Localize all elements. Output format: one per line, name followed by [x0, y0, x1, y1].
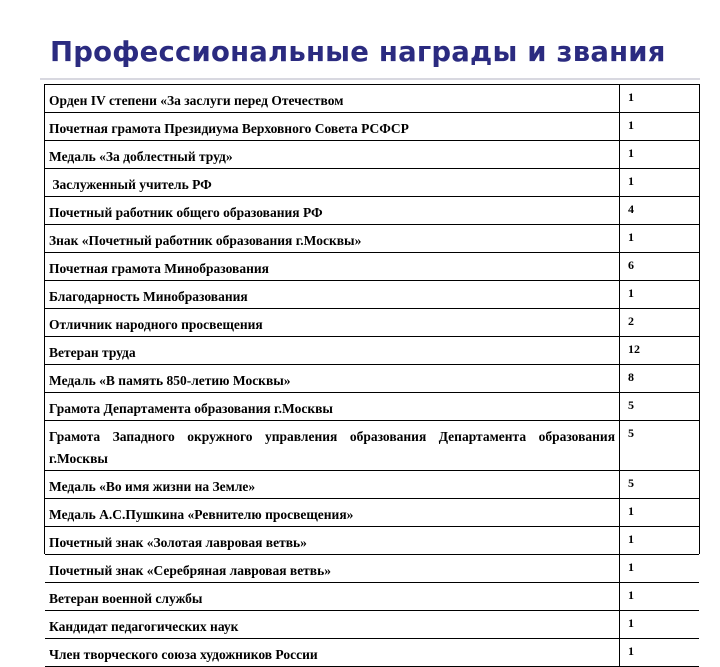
- award-name: Знак «Почетный работник образования г.Москвы»: [45, 225, 620, 253]
- table-row: [45, 197, 699, 225]
- table-row: [45, 113, 699, 141]
- award-count: 1: [620, 555, 700, 583]
- table-row: [45, 337, 699, 365]
- award-name: Почетный знак «Серебряная лавровая ветвь»: [45, 555, 620, 583]
- award-count: 2: [620, 309, 700, 337]
- slide-title: Профессиональные награды и звания: [50, 36, 666, 68]
- title-divider: [40, 78, 700, 80]
- award-count: 6: [620, 253, 700, 281]
- table-row: [45, 253, 699, 281]
- table-row: [45, 421, 699, 471]
- award-name: Ветеран военной службы: [45, 583, 620, 611]
- award-name: Медаль А.С.Пушкина «Ревнителю просвещения»: [45, 499, 620, 527]
- award-count: 1: [620, 499, 700, 527]
- award-count: 1: [620, 611, 700, 639]
- award-name: Член творческого союза художников России: [45, 639, 620, 667]
- table-row: [45, 527, 699, 555]
- award-count: 1: [620, 639, 700, 667]
- table-row: [45, 225, 699, 253]
- award-name: Ветеран труда: [45, 337, 620, 365]
- award-name: Почетный работник общего образования РФ: [45, 197, 620, 225]
- award-count: 1: [620, 527, 700, 555]
- award-count: 1: [620, 281, 700, 309]
- table-row: [45, 365, 699, 393]
- award-name: Заслуженный учитель РФ: [45, 169, 620, 197]
- table-row: [45, 611, 699, 639]
- award-count: 1: [620, 85, 700, 113]
- award-name: Отличник народного просвещения: [45, 309, 620, 337]
- award-count: 5: [620, 393, 700, 421]
- table-row: [45, 141, 699, 169]
- award-name: Грамота Западного окружного управления образования Департамента образования г.Москвы: [45, 421, 620, 471]
- award-name: Почетный знак «Золотая лавровая ветвь»: [45, 527, 620, 555]
- award-name: Медаль «В память 850-летию Москвы»: [45, 365, 620, 393]
- award-count: 8: [620, 365, 700, 393]
- table-row: [45, 393, 699, 421]
- award-count: 1: [620, 141, 700, 169]
- award-name: Кандидат педагогических наук: [45, 611, 620, 639]
- award-name: Медаль «Во имя жизни на Земле»: [45, 471, 620, 499]
- table-row: [45, 555, 699, 583]
- award-count: 1: [620, 583, 700, 611]
- award-name: Благодарность Минобразования: [45, 281, 620, 309]
- table-row: [45, 499, 699, 527]
- award-count: 5: [620, 421, 700, 471]
- award-count: 1: [620, 113, 700, 141]
- award-name: Почетная грамота Президиума Верховного Совета РСФСР: [45, 113, 620, 141]
- award-count: 12: [620, 337, 700, 365]
- award-name: Орден IV степени «За заслуги перед Отечеством: [45, 85, 620, 113]
- award-count: 5: [620, 471, 700, 499]
- table-row: [45, 639, 699, 667]
- award-count: 4: [620, 197, 700, 225]
- table-row: [45, 85, 699, 113]
- award-count: 1: [620, 169, 700, 197]
- table-row: [45, 309, 699, 337]
- table-row: [45, 471, 699, 499]
- award-name: Грамота Департамента образования г.Москвы: [45, 393, 620, 421]
- table-row: [45, 169, 699, 197]
- table-row: [45, 583, 699, 611]
- award-name: Почетная грамота Минобразования: [45, 253, 620, 281]
- table-row: [45, 281, 699, 309]
- award-name: Медаль «За доблестный труд»: [45, 141, 620, 169]
- awards-table: [44, 84, 700, 662]
- award-count: 1: [620, 225, 700, 253]
